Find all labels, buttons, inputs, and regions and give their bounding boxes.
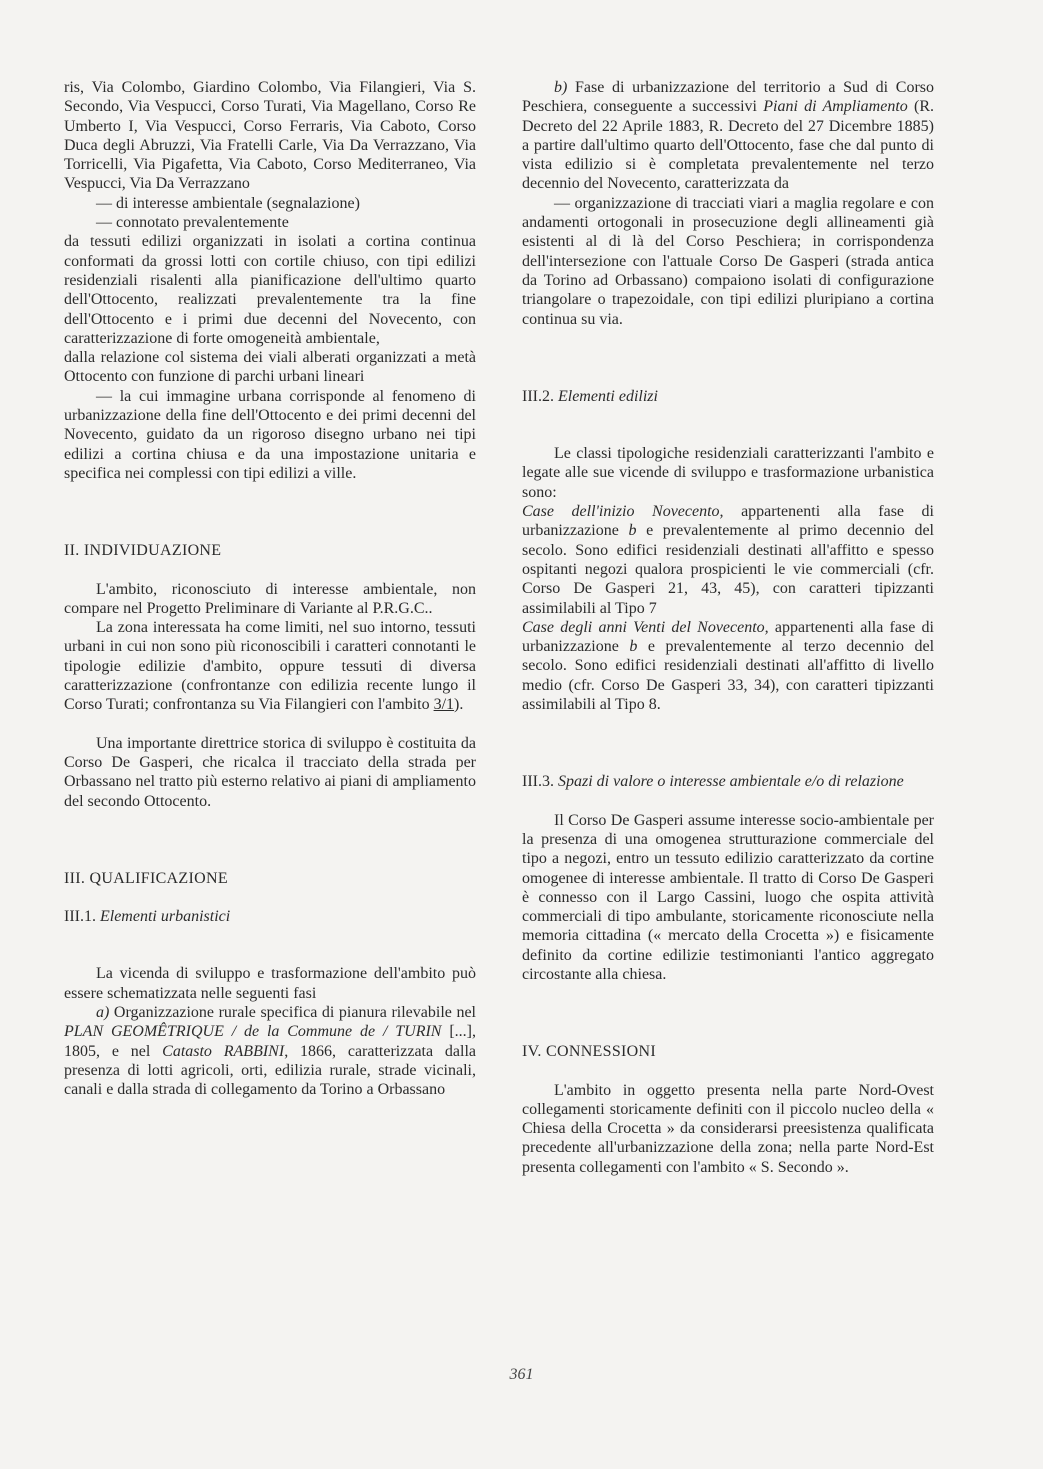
paragraph-corso-de-gasperi: Il Corso De Gasperi assume interesse socio-ambientale per la presenza di una omogenea strutturazione commerciale del tipo a negozi, entro un tessuto edilizio caratterizzato da cortine omogenee di interesse ambientale. Il tratto di Corso De Gasperi è connesso con il Largo Cassini, luogo che ospita attività commerciali di tipo ambulante, storicamente riconosciute nella memoria cittadina (« mercato della Crocetta ») e fisicamente definito da cortine edilizie testimonianti l'antico aggregato circostante alla chiesa. [522,811,934,983]
phase-b-paragraph: b) Fase di urbanizzazione del territorio a Sud di Corso Peschiera, conseguente a successivi Piani di Ampliamento (R. Decreto del 22 Aprile 1883, R. Decreto del 27 Dicembre 1885) a partire dall'ultimo quarto dell'Ottocento, fase che dal punto di vista edilizio si è completata prevalentemente nel terzo decennio del Novecento, caratterizzata da [522,79,935,193]
page-number: 361 [509,1366,534,1383]
paragraph-ambito: L'ambito, riconosciuto di interesse ambientale, non compare nel Progetto Preliminare di Variante al P.R.G.C.. [64,580,476,617]
paragraph-limiti: La zona interessata ha come limiti, nel suo intorno, tessuti urbani in cui non sono più riconoscibili i caratteri connotanti le tipologie edilizie d'ambito, oppure tessuti di diversa caratterizzazione (confrontanze con edilizia recente lungo il Corso Turati; confrontanza su Via Filangieri con l'ambito 3/1). [64,619,476,714]
subsection-heading-elementi-urbanistici: III.1. Elementi urbanistici [64,908,231,926]
dash-item-connotato: — connotato prevalentemente [96,214,289,232]
paragraph-viali: dalla relazione col sistema dei viali alberati organizzati a metà Ottocento con funzione di parchi urbani lineari [64,349,476,386]
paragraph-classi-tipologiche: Le classi tipologiche residenziali caratterizzanti l'ambito e legate alle sue vicende di sviluppo e trasformazione urbanistica sono: [522,445,934,501]
dash-item-tracciati: — organizzazione di tracciati viari a maglia regolare e con andamenti ortogonali in prosecuzione degli allineamenti già esistenti al di là del Corso Peschiera; in corrispondenza dell'intersezione con l'attuale Corso De Gasperi (strada antica da Torino ad Orbassano) compaiono isolati di configurazione triangolare o trapezoidale, con tipi edilizi pluripiano a cortina continua su via. [522,194,934,328]
phase-a-paragraph: a) Organizzazione rurale specifica di pianura rilevabile nel PLAN GEOMÊTRIQUE / de la Commune de / TURIN [...], 1805, e nel Catasto RABBINI, 1866, caratterizzata dalla presenza di lotti agricoli, orti, edilizia rurale, strade vicinali, canali e dalla strada di collegamento da Torino a Orbassano [64,1003,477,1099]
ambito-reference-link: 3/1 [433,696,455,714]
paragraph-case-anni-venti: Case degli anni Venti del Novecento, appartenenti alla fase di urbanizzazione b e prevalentemente al terzo decennio del secolo. Sono edifici residenziali destinati all'affitto di livello medio (cfr. Corso De Gasperi 33, 34), con caratteri tipizzanti assimilabili al Tipo 8. [522,618,935,714]
paragraph-direttrice: Una importante direttrice storica di sviluppo è costituita da Corso De Gasperi, che ricalca il tracciato della strada per Orbassano nel tratto più esterno relativo ai piani di ampliamento del secondo Ottocento. [64,734,476,810]
paragraph-case-inizio-novecento: Case dell'inizio Novecento, appartenenti alla fase di urbanizzazione b e prevalentemente al primo decennio del secolo. Sono edifici residenziali destinati all'affitto e spesso ospitanti negozi qualora prospicienti le vie commerciali (cfr. Corso De Gasperi 21, 43, 45), con caratteri tipizzanti assimilabili al Tipo 7 [522,503,935,617]
dash-item-interest: — di interesse ambientale (segnalazione) [96,194,360,212]
section-heading-connessioni: IV. CONNESSIONI [522,1043,656,1061]
right-column [522,78,934,1177]
subsection-heading-elementi-edilizi: III.2. Elementi edilizi [522,387,658,405]
paragraph-tessuti: da tessuti edilizi organizzati in isolati a cortina continua conformati da grossi lotti con cortile chiuso, con tipi edilizi residenziali risalenti alla pianificazione dell'ultimo quarto dell'Ottocento, realizzati prevalentemente tra la fine dell'Ottocento e i primi due decenni del Novecento, con caratterizzazione di forte omogeneità ambientale, [64,233,476,347]
section-heading-qualificazione: III. QUALIFICAZIONE [64,869,228,887]
paragraph-vicenda: La vicenda di sviluppo e trasformazione dell'ambito può essere schematizzata nelle seguenti fasi [64,965,476,1002]
street-list-paragraph: ris, Via Colombo, Giardino Colombo, Via Filangieri, Via S. Secondo, Via Vespucci, Corso Turati, Via Magellano, Corso Re Umberto I, Via Vespucci, Corso Ferraris, Via Caboto, Corso Duca degli Abruzzi, Via Fratelli Carle, Via Da Verrazzano, Via Torricelli, Via Pigafetta, Via Caboto, Corso Mediterraneo, Via Vespucci, Via Da Verrazzano [64,79,476,193]
subsection-heading-spazi: III.3. Spazi di valore o interesse ambientale e/o di relazione [522,773,904,791]
dash-item-immagine: — la cui immagine urbana corrisponde al fenomeno di urbanizzazione della fine dell'Ottocento e dei primi decenni del Novecento, guidato da un rigoroso disegno urbano nei tipi edilizi a cortina chiusa e da una impostazione unitaria e specifica nei complessi con tipi edilizi a ville. [64,387,476,482]
paragraph-connessioni: L'ambito in oggetto presenta nella parte Nord-Ovest collegamenti storicamente definiti con il piccolo nucleo della « Chiesa della Crocetta » da considerarsi preesistenza qualificata precedente all'urbanizzazione della zona; nella parte Nord-Est presenta collegamenti con l'ambito « S. Secondo ». [522,1081,934,1176]
section-heading-individuazione: II. INDIVIDUAZIONE [64,542,222,560]
left-column [64,78,476,1099]
